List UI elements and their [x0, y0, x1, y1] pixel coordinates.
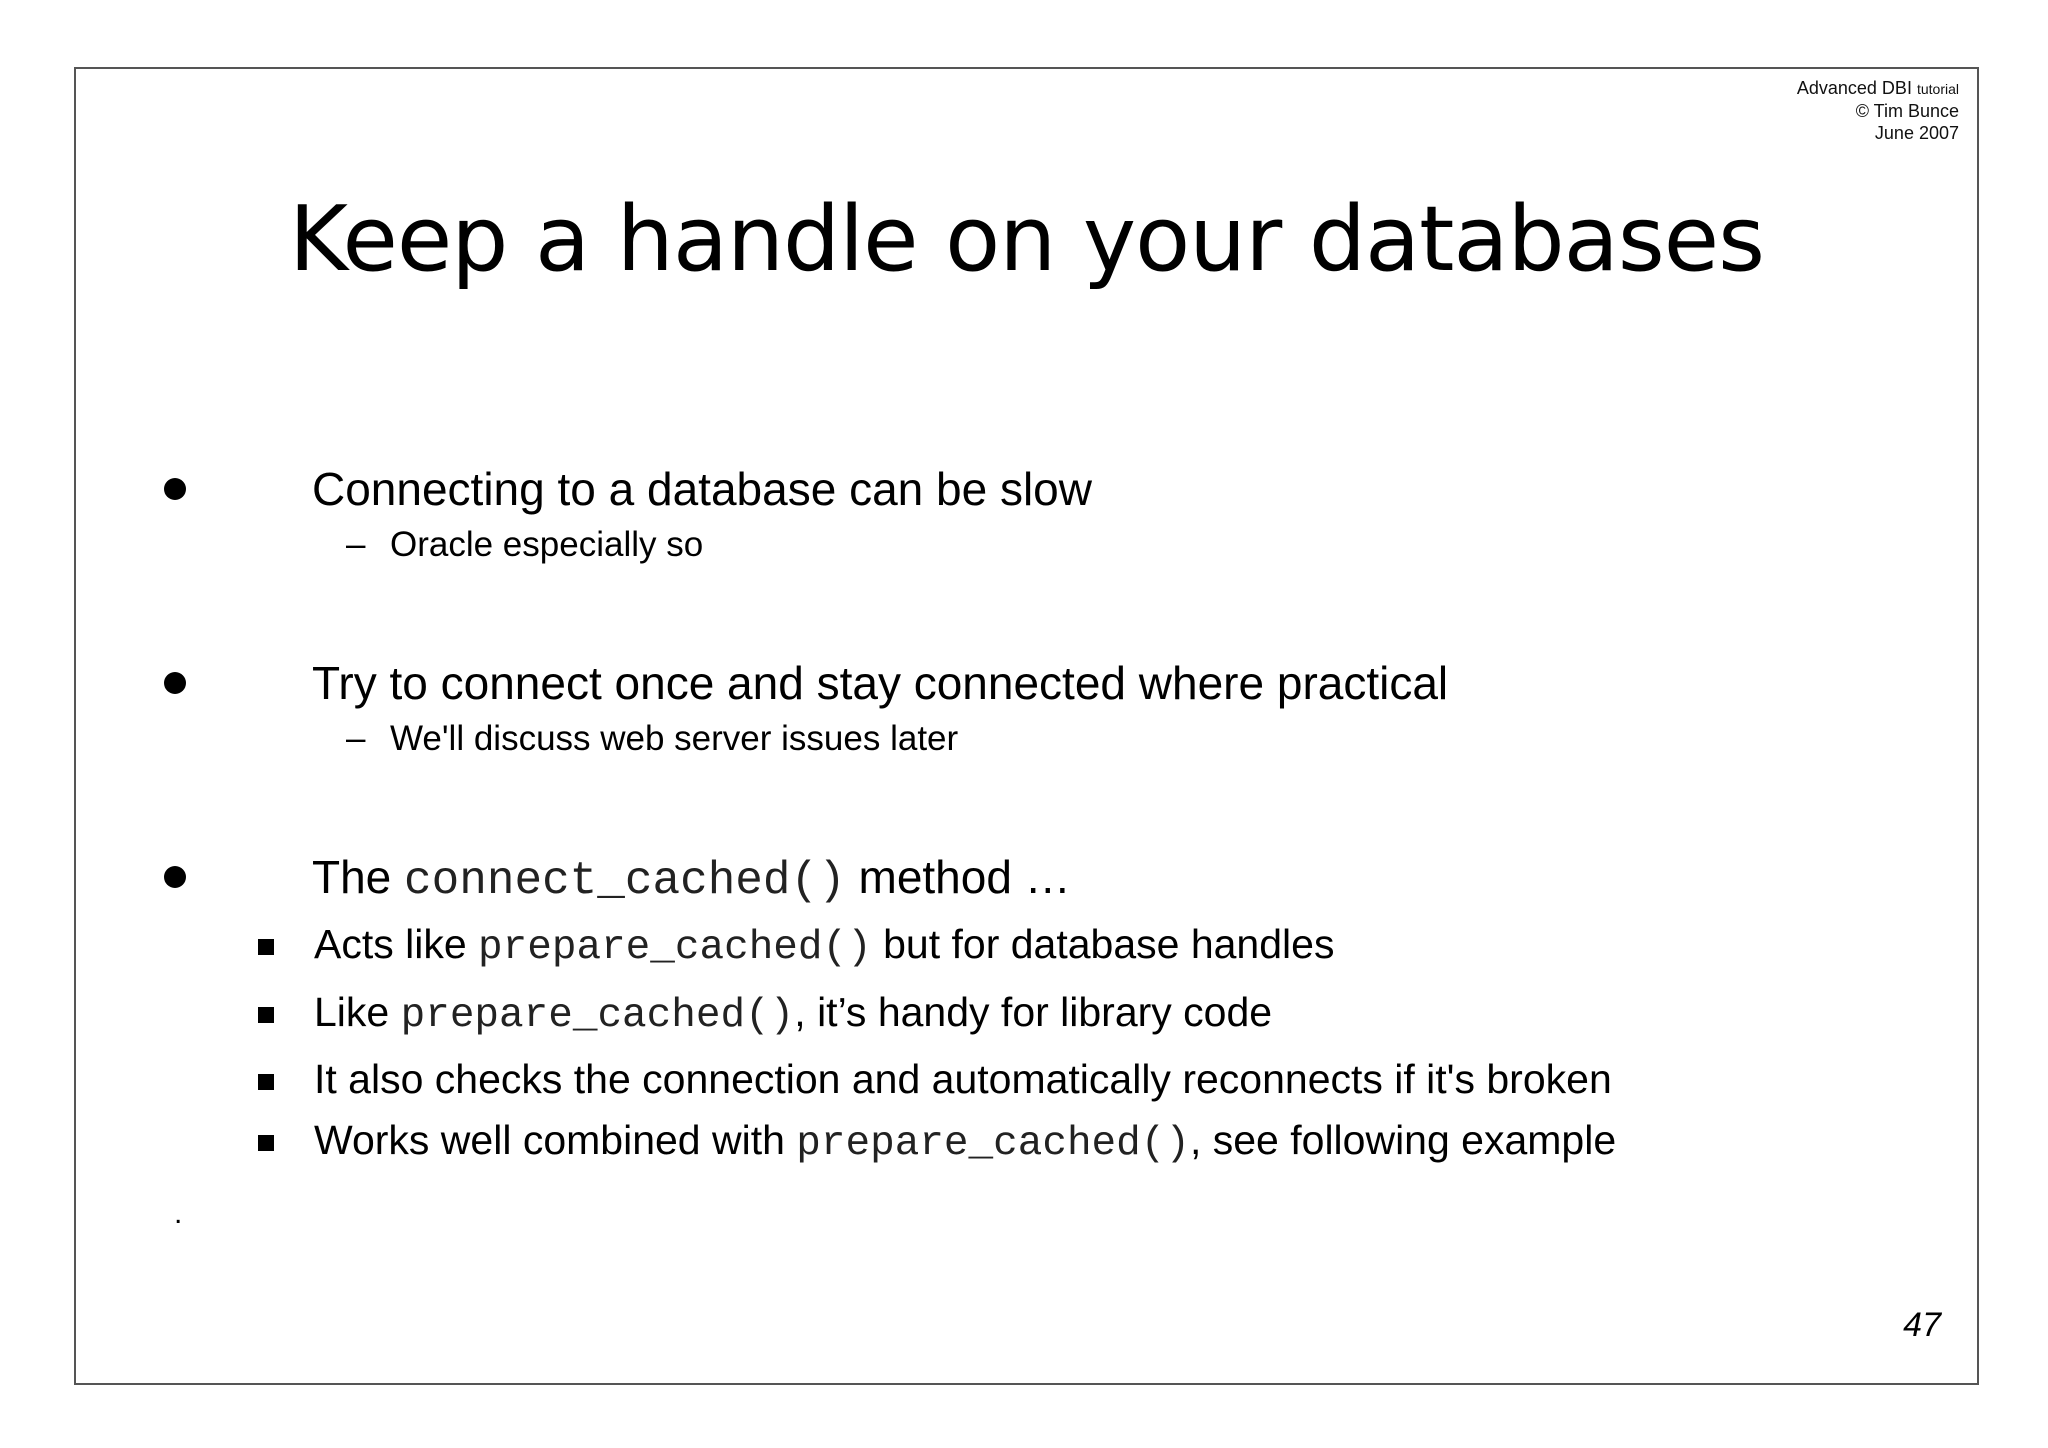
- square-bullet-icon: [258, 1135, 274, 1151]
- bullet-text: Connecting to a database can be slow: [312, 463, 1092, 515]
- code-prepare-cached: prepare_cached(): [796, 1121, 1190, 1167]
- code-connect-cached: connect_cached(): [404, 855, 846, 907]
- code-prepare-cached: prepare_cached(): [478, 925, 872, 971]
- stray-mark: .: [174, 1197, 183, 1230]
- bullet-text: [312, 849, 1071, 909]
- bullet-text-after: method …: [845, 851, 1071, 903]
- text-before: Like: [314, 989, 401, 1035]
- square-bullet-icon: [258, 1007, 274, 1023]
- header-course: Advanced DBI: [1796, 78, 1912, 98]
- text-before: Works well combined with: [314, 1117, 797, 1163]
- square-bullet-icon: [258, 939, 274, 955]
- code-prepare-cached: prepare_cached(): [400, 993, 795, 1039]
- sub-item-text: Oracle especially so: [390, 525, 704, 564]
- page-number: 47: [1903, 1306, 1941, 1344]
- text-after: , see following example: [1189, 1117, 1617, 1163]
- dash-icon: –: [346, 719, 366, 758]
- square-item-text: [314, 986, 1272, 1042]
- dash-icon: –: [346, 525, 366, 564]
- header-note: [1797, 77, 1959, 144]
- text-before: Acts like: [314, 921, 479, 967]
- slide-title: Keep a handle on your databases: [289, 187, 1764, 292]
- bullet-dot-icon: [164, 478, 186, 500]
- header-author: © Tim Bunce: [1855, 101, 1959, 121]
- sub-item-text: We'll discuss web server issues later: [390, 719, 959, 758]
- square-bullet-icon: [258, 1074, 274, 1090]
- bullet-text-before: The: [312, 851, 405, 903]
- square-item-text: [314, 918, 1334, 974]
- text-after: but for database handles: [871, 921, 1335, 967]
- header-line-1: [1797, 77, 1959, 100]
- square-item-text: [314, 1114, 1616, 1170]
- bullet-text: Try to connect once and stay connected where practical: [312, 657, 1449, 709]
- bullet-dot-icon: [164, 866, 186, 888]
- header-course-small: tutorial: [1916, 81, 1959, 97]
- slide-frame: [74, 67, 1979, 1385]
- square-item-text: It also checks the connection and automatically reconnects if it's broken: [314, 1056, 1612, 1102]
- header-date: June 2007: [1874, 123, 1959, 143]
- bullet-dot-icon: [164, 672, 186, 694]
- text-after: , it’s handy for library code: [794, 989, 1273, 1035]
